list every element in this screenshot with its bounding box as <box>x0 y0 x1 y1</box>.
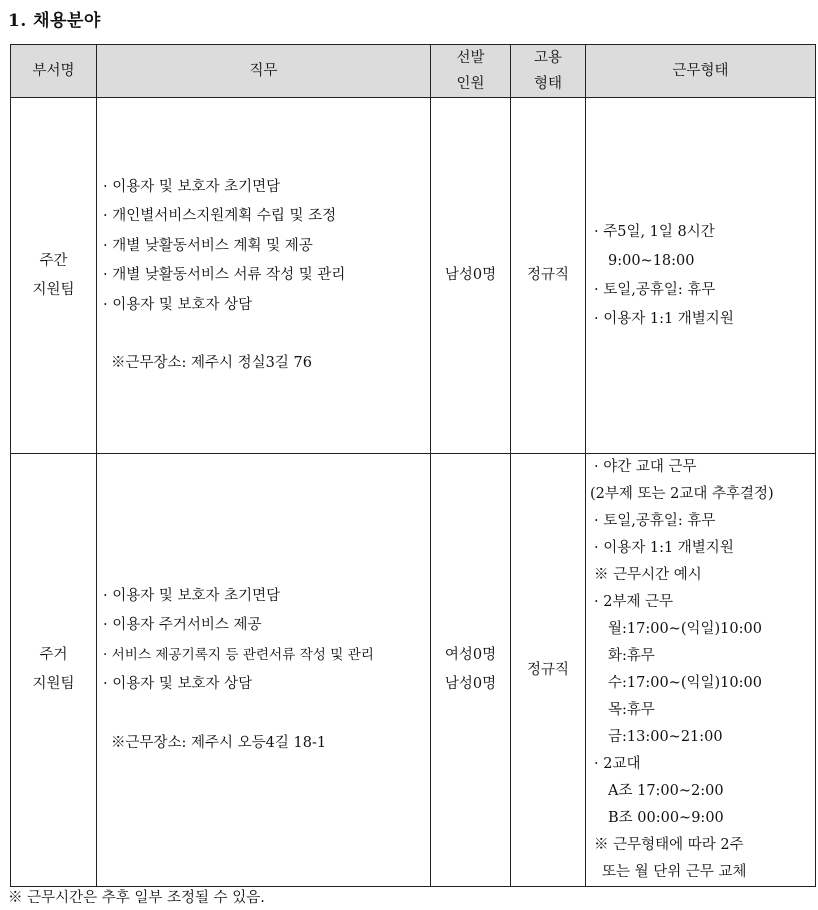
recruit-count: 여성0명 <box>444 647 497 663</box>
employ-cell <box>511 98 586 454</box>
work-item: · 토일,공휴일: 휴무 <box>594 281 716 298</box>
work-item: · 이용자 1:1 개별지원 <box>594 540 734 556</box>
header-employ-line2: 형태 <box>533 76 562 92</box>
header-dept: 부서명 <box>11 45 97 98</box>
dept-cell <box>11 454 97 887</box>
recruitment-table <box>10 44 816 887</box>
header-recruit-line1: 선발 <box>456 50 485 66</box>
duty-cell <box>97 454 431 887</box>
work-item: 목:휴무 <box>608 702 655 718</box>
dept-line2: 지원팀 <box>32 281 75 298</box>
dept-line1: 주간 <box>39 252 68 269</box>
work-item: 화:휴무 <box>608 648 655 664</box>
work-item: · 야간 교대 근무 <box>594 459 697 475</box>
duty-item: · 이용자 주거서비스 제공 <box>103 617 262 634</box>
duty-cell <box>97 98 431 454</box>
work-item: · 토일,공휴일: 휴무 <box>594 513 716 529</box>
page-heading: 1. 채용분야 <box>8 11 101 31</box>
work-item: 월:17:00~(익일)10:00 <box>608 621 762 637</box>
work-item: B조 00:00~9:00 <box>608 810 724 826</box>
header-recruit <box>431 45 511 98</box>
duty-item: · 개인별서비스지원계획 수립 및 조정 <box>103 208 337 224</box>
recruit-cell <box>431 98 511 454</box>
duty-item: · 이용자 및 보호자 초기면담 <box>103 178 281 195</box>
recruit-cell <box>431 454 511 887</box>
header-employ-line1: 고용 <box>533 50 562 66</box>
work-item: A조 17:00~2:00 <box>608 783 724 799</box>
work-cell <box>586 98 816 454</box>
table-row <box>11 98 816 454</box>
work-item: 금:13:00~21:00 <box>608 729 723 745</box>
recruit-count: 남성0명 <box>444 267 497 283</box>
header-work: 근무형태 <box>586 45 816 98</box>
header-duty: 직무 <box>97 45 431 98</box>
employ-type: 정규직 <box>526 267 570 283</box>
dept-line2: 지원팀 <box>32 676 75 692</box>
table-header-row <box>11 45 816 98</box>
duty-item: · 이용자 및 보호자 상담 <box>103 676 253 693</box>
dept-line1: 주거 <box>39 647 68 663</box>
duty-item: · 개별 낮활동서비스 서류 작성 및 관리 <box>103 267 346 283</box>
work-item: · 2부제 근무 <box>594 594 674 610</box>
dept-cell <box>11 98 97 454</box>
recruit-count: 남성0명 <box>444 676 497 692</box>
employ-cell <box>511 454 586 887</box>
work-location: ※근무장소: 제주시 정실3길 76 <box>111 355 312 371</box>
work-item: (2부제 또는 2교대 추후결정) <box>590 486 774 502</box>
work-item: · 이용자 1:1 개별지원 <box>594 310 734 327</box>
work-item: · 주5일, 1일 8시간 <box>594 223 715 240</box>
header-employ <box>511 45 586 98</box>
work-item: 또는 월 단위 근무 교체 <box>602 864 747 880</box>
employ-type: 정규직 <box>526 661 570 678</box>
header-recruit-line2: 인원 <box>456 76 485 92</box>
work-cell <box>586 454 816 887</box>
table-row <box>11 454 816 887</box>
work-location: ※근무장소: 제주시 오등4길 18-1 <box>111 734 327 751</box>
duty-item: · 서비스 제공기록지 등 관련서류 작성 및 관리 <box>103 646 374 663</box>
work-item: · 2교대 <box>594 756 641 772</box>
work-item: ※ 근무형태에 따라 2주 <box>594 837 744 853</box>
work-item: ※ 근무시간 예시 <box>594 567 702 583</box>
footnote: ※ 근무시간은 추후 일부 조정될 수 있음. <box>8 890 265 906</box>
duty-item: · 이용자 및 보호자 초기면담 <box>103 587 281 604</box>
duty-item: · 개별 낮활동서비스 계획 및 제공 <box>103 237 313 254</box>
work-item: 9:00~18:00 <box>608 252 695 269</box>
work-item: 수:17:00~(익일)10:00 <box>608 675 762 691</box>
duty-item: · 이용자 및 보호자 상담 <box>103 296 253 313</box>
